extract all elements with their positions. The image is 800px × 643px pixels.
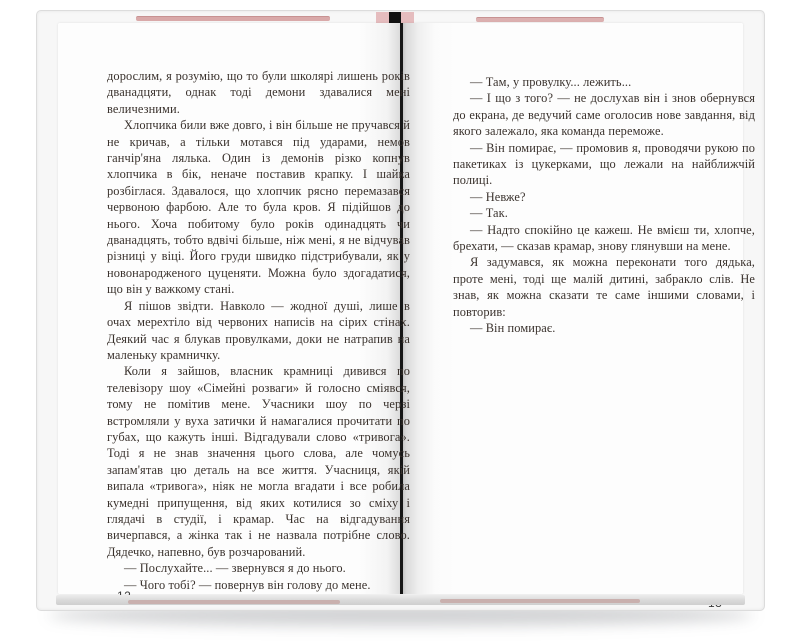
paragraph: — І що з того? — не дослухав він і знов обернувся до екрана, де ведучий саме оголосив нове завдання, від якого залежало, яка команда переможе.: [453, 91, 755, 139]
paragraph: — Там, у провулку... лежить...: [470, 75, 632, 89]
paragraph: — Чого тобі? — повернув він голову до мене.: [124, 577, 371, 592]
paragraph: Я пішов звідти. Навколо — жодної душі, лише в очах мерехтіло від червоних написів на сірих стінах. Деякий час я блукав провулками, доки не натрапив на маленьку крамничку.: [107, 298, 410, 362]
paragraph: Я задумався, як можна переконати того дядька, проте мені, тоді ще малій дитині, забракло слів. Не знав, як можна сказати те саме іншими словами, і повторив:: [453, 255, 755, 319]
paragraph: — Він помирає.: [470, 321, 556, 336]
paragraph: — Послухайте... — звернувся я до нього.: [124, 561, 346, 576]
left-page-text: [107, 68, 410, 593]
paragraph: Хлопчика били вже довго, і він більше не пручався й не кричав, а тільки мотався під ударами, немов ганчір'яна лялька. Один із демонів різко копнув хлопчика в бік, неначе поставив крапку. І шайка розбіглася. Здавалося, що хлопчик рясно перемазався червоною фарбою. Але то була кров. Я підійшов до нього. Хоча побитому було років одинадцять чи дванадцять, тобто вдвічі більше, ніж мені, я не відчував різниці у віці. Його груди швидко підстрибували, як у новонародженого цуценяти. Можна було здогадатися, що він у важкому стані.: [107, 118, 410, 297]
paragraph: — Надто спокійно це кажеш. Не вмієш ти, хлопче, брехати, — сказав крамар, знову глянувши на мене.: [453, 222, 755, 254]
paragraph: — Невже?: [470, 189, 526, 204]
paragraph: дорослим, я розумію, що то були школярі лишень років дванадцяти, однак тоді демони здавалися мені величезними.: [107, 69, 410, 116]
right-page-text: [453, 74, 755, 337]
page-block: [58, 23, 755, 594]
book: [36, 10, 765, 611]
cover-top-edge-right: [476, 17, 604, 22]
paragraph: Коли я зайшов, власник крамниці дивився по телевізору шоу «Сімейні розваги» й голосно сміявся, тому не помітив мене. Учасники шоу по черзі встромляли у вуха затички й намагалися прочитати по губах, що кажуть інші. Відгадували слово «тривога». Тоді я не знав значення цього слова, але чомусь запам'ятав цю деталь на все життя. Учасниця, якій випала «тривога», ніяк не могла вгадати і все робила кумедні припущення, від яких котилися зо сміху і глядачі в студії, і крамар. Час на відгадування вичерпався, а жінка так і не назвала потрібне слово. Дядечко, напевно, був розчарований.: [107, 364, 410, 559]
cover-bottom-edge-left: [128, 600, 340, 604]
cover-bottom-edge-right: [440, 599, 640, 603]
paragraph: — Так.: [470, 206, 508, 221]
paragraph: — Він помирає, — промовив я, проводячи рукою по пакетиках із цукерками, що лежали на найближчій полиці.: [453, 140, 755, 188]
cover-top-edge-left: [136, 16, 330, 21]
